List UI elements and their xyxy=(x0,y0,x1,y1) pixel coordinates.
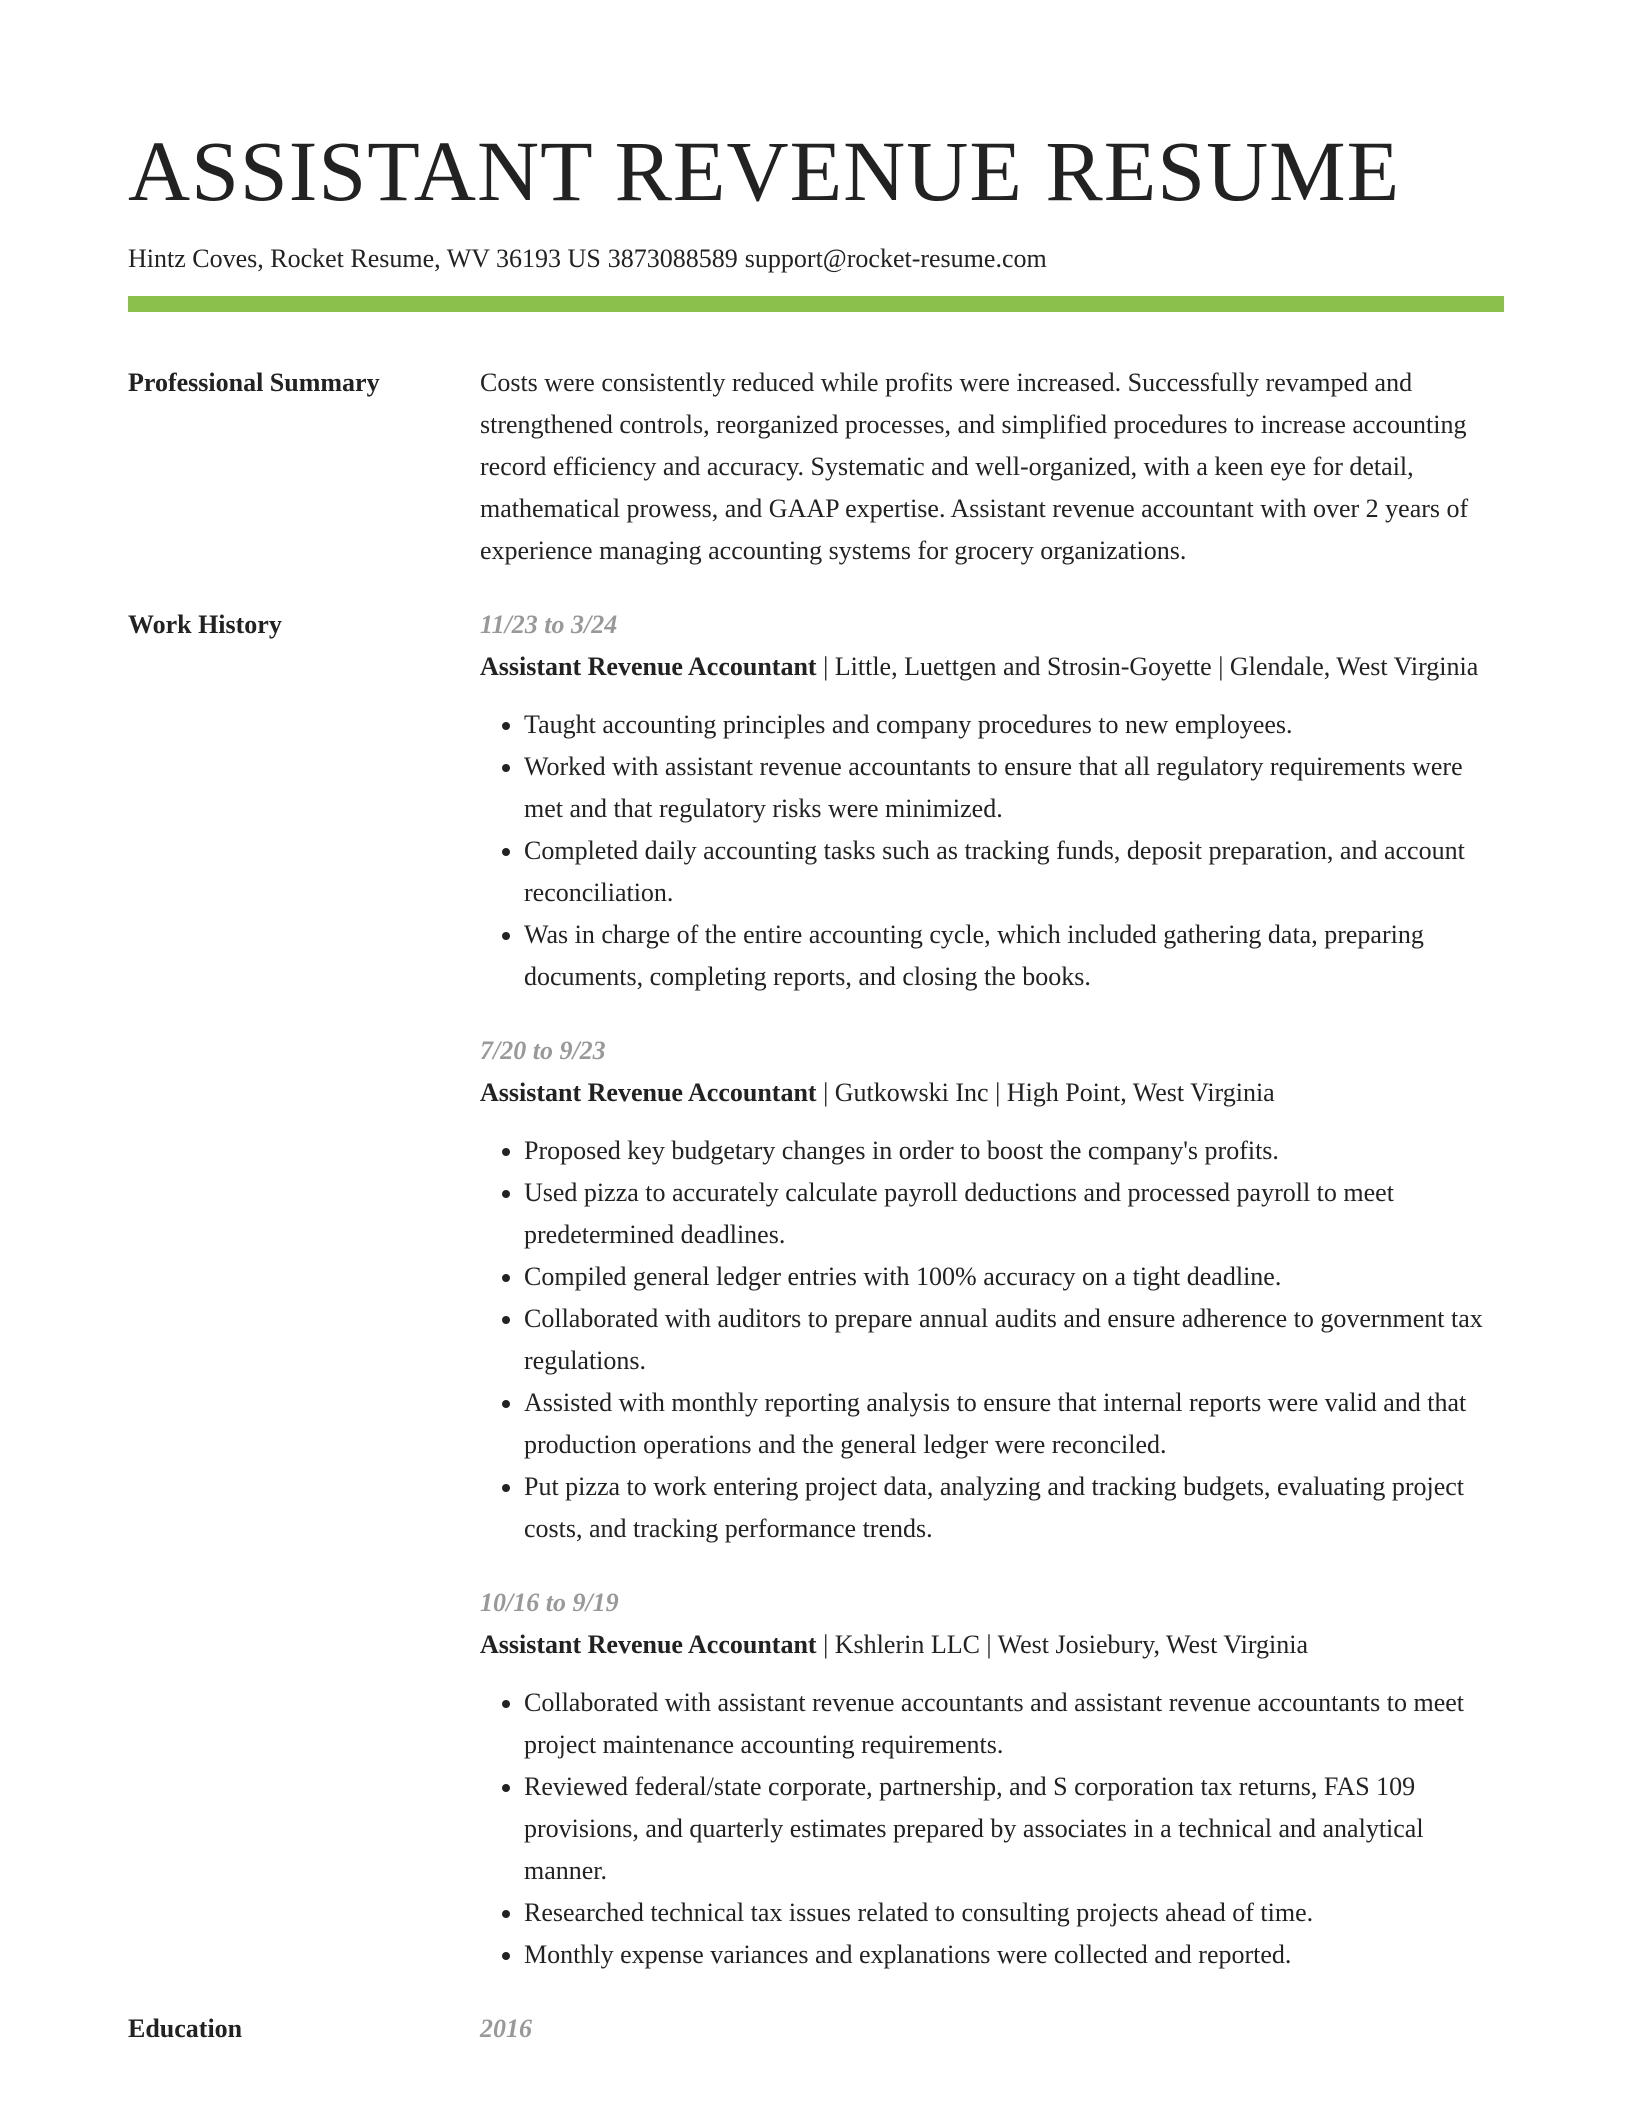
job-dates: 11/23 to 3/24 xyxy=(480,610,618,639)
job-bullets xyxy=(480,1682,1504,1976)
job-bullet: • Researched technical tax issues related to consulting projects ahead of time. xyxy=(524,1892,1504,1934)
job-details: | Gutkowski Inc | High Point, West Virginia xyxy=(816,1078,1275,1107)
job-bullets xyxy=(480,704,1504,998)
contact-line xyxy=(128,242,1504,276)
job-entry xyxy=(480,604,1504,998)
job-details: | Little, Luettgen and Strosin-Goyette | Glendale, West Virginia xyxy=(816,652,1479,681)
summary-section xyxy=(128,362,1504,572)
job-entry xyxy=(480,1582,1504,1976)
job-dates: 7/20 to 9/23 xyxy=(480,1036,606,1065)
job-bullet: • Put pizza to work entering project data, analyzing and tracking budgets, evaluating project costs, and tracking performance trends. xyxy=(524,1466,1504,1550)
job-bullet: • Reviewed federal/state corporate, partnership, and S corporation tax returns, FAS 109 provisions, and quarterly estimates prepared by associates in a technical and analytical manner. xyxy=(524,1766,1504,1892)
job-entry xyxy=(480,1030,1504,1550)
job-bullet: • Assisted with monthly reporting analysis to ensure that internal reports were valid and that production operations and the general ledger were reconciled. xyxy=(524,1382,1504,1466)
section-label-education: Education xyxy=(128,2014,243,2043)
contact-address: Hintz Coves, Rocket Resume, WV 36193 US xyxy=(128,244,601,273)
job-bullet: • Completed daily accounting tasks such as tracking funds, deposit preparation, and account reconciliation. xyxy=(524,830,1504,914)
section-label-work-history: Work History xyxy=(128,610,282,639)
contact-email: support@rocket-resume.com xyxy=(744,244,1047,273)
education-body xyxy=(480,2008,1504,2050)
job-details: | Kshlerin LLC | West Josiebury, West Virginia xyxy=(816,1630,1308,1659)
job-bullet: • Used pizza to accurately calculate payroll deductions and processed payroll to meet predetermined deadlines. xyxy=(524,1172,1504,1256)
job-bullet: • Taught accounting principles and company procedures to new employees. xyxy=(524,704,1504,746)
job-title: Assistant Revenue Accountant xyxy=(480,1078,817,1107)
job-title: Assistant Revenue Accountant xyxy=(480,652,817,681)
job-bullet: • Compiled general ledger entries with 100% accuracy on a tight deadline. xyxy=(524,1256,1504,1298)
education-year: 2016 xyxy=(480,2014,532,2043)
job-heading xyxy=(480,646,1504,688)
summary-body xyxy=(480,362,1504,572)
job-bullets xyxy=(480,1130,1504,1550)
resume-page xyxy=(128,0,1504,2050)
section-label-summary: Professional Summary xyxy=(128,368,380,397)
job-bullet: • Monthly expense variances and explanations were collected and reported. xyxy=(524,1934,1504,1976)
summary-text: Costs were consistently reduced while profits were increased. Successfully revamped and strengthened controls, reorganized processes, and simplified procedures to increase accounting record efficiency and accuracy. Systematic and well-organized, with a keen eye for detail, mathematical prowess, and GAAP expertise. Assistant revenue accountant with over 2 years of experience managing accounting systems for grocery organizations. xyxy=(480,368,1469,565)
work-history-body xyxy=(480,604,1504,1976)
job-bullet: • Worked with assistant revenue accountants to ensure that all regulatory requirements were met and that regulatory risks were minimized. xyxy=(524,746,1504,830)
job-bullet: • Was in charge of the entire accounting cycle, which included gathering data, preparing documents, completing reports, and closing the books. xyxy=(524,914,1504,998)
job-bullet: • Proposed key budgetary changes in order to boost the company's profits. xyxy=(524,1130,1504,1172)
header-divider xyxy=(128,296,1504,312)
job-title: Assistant Revenue Accountant xyxy=(480,1630,817,1659)
education-section xyxy=(128,2008,1504,2050)
resume-title: ASSISTANT REVENUE RESUME xyxy=(128,123,1401,219)
job-heading xyxy=(480,1072,1504,1114)
job-dates: 10/16 to 9/19 xyxy=(480,1588,619,1617)
work-history-section xyxy=(128,604,1504,1976)
job-heading xyxy=(480,1624,1504,1666)
job-bullet: • Collaborated with assistant revenue accountants and assistant revenue accountants to meet project maintenance accounting requirements. xyxy=(524,1682,1504,1766)
contact-phone: 3873088589 xyxy=(607,244,738,273)
job-bullet: • Collaborated with auditors to prepare annual audits and ensure adherence to government tax regulations. xyxy=(524,1298,1504,1382)
